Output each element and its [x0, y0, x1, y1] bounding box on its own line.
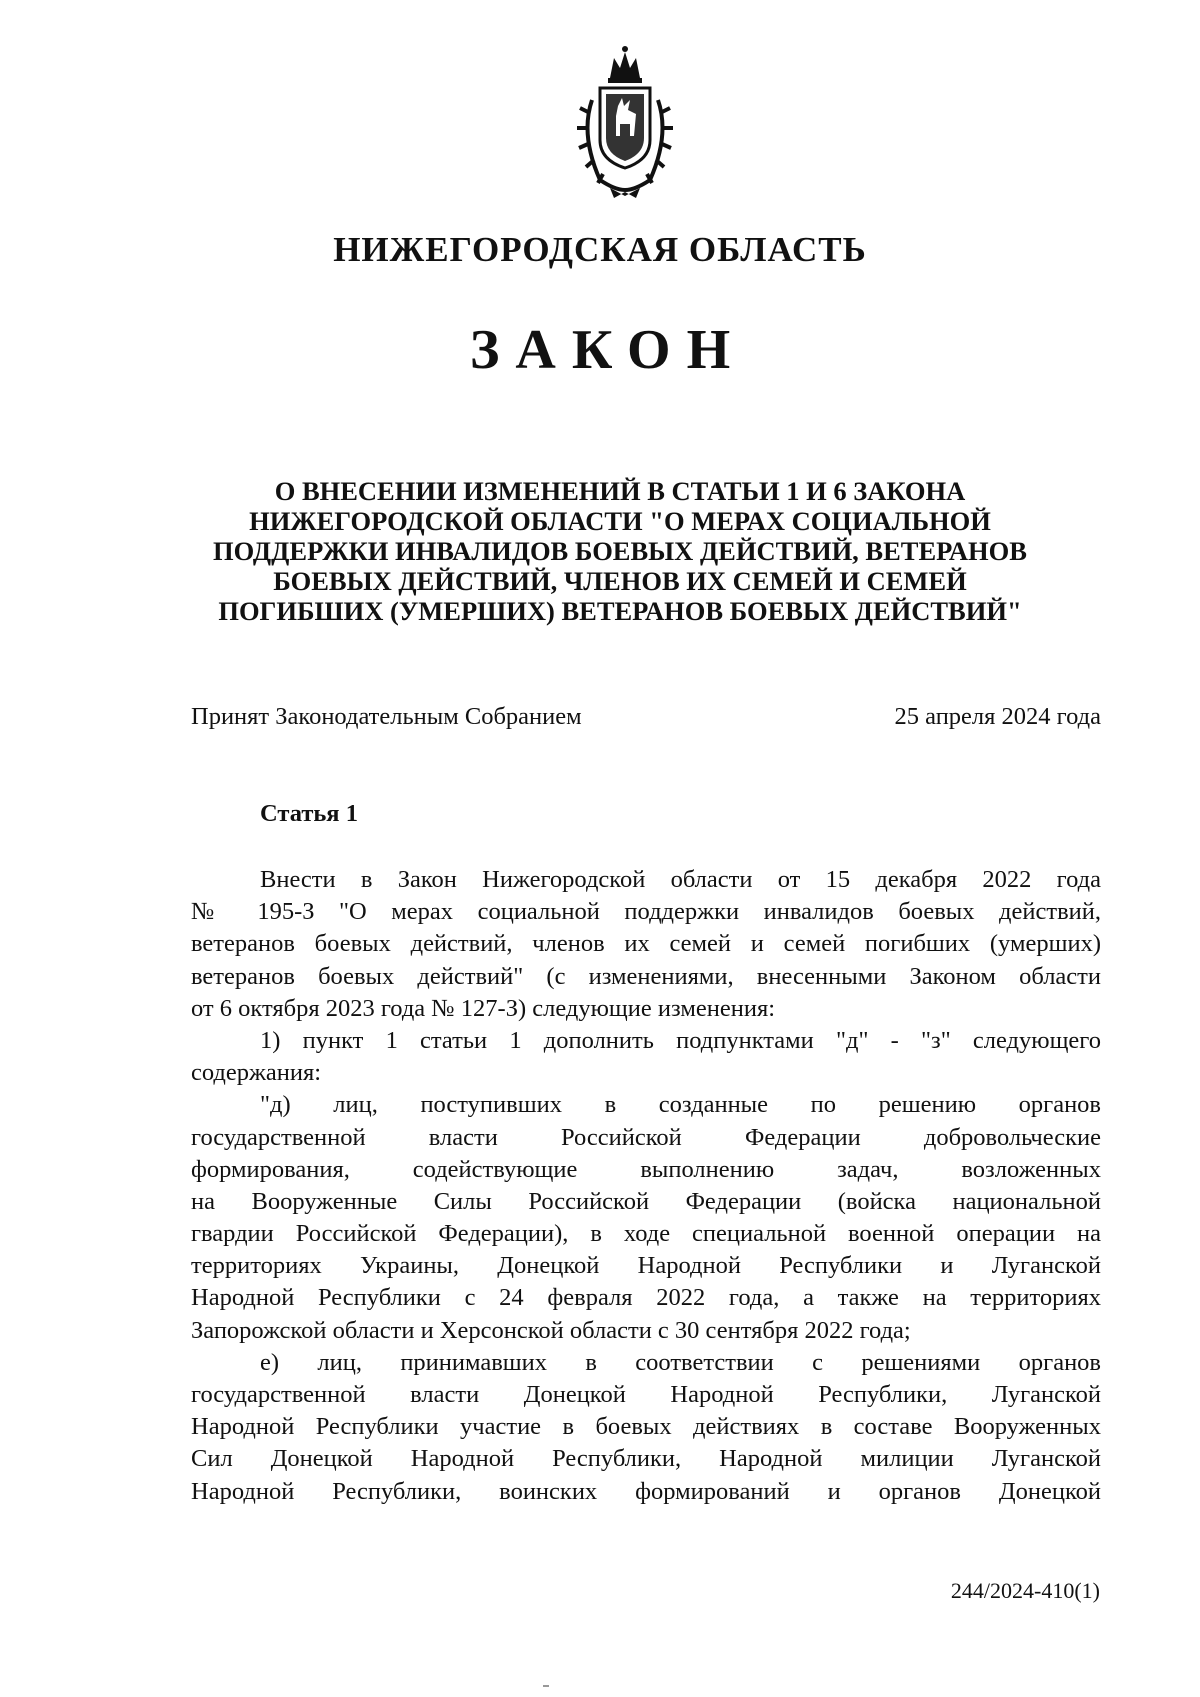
scan-artifact	[543, 1685, 549, 1687]
body-line: Сил Донецкой Народной Республики, Народной милиции Луганской	[191, 1445, 1101, 1473]
body-line: ветеранов боевых действий" (с изменениями, внесенными Законом области	[191, 962, 1101, 990]
law-title-line: БОЕВЫХ ДЕЙСТВИЙ, ЧЛЕНОВ ИХ СЕМЕЙ И СЕМЕЙ	[273, 566, 967, 596]
law-title-line: ПОГИБШИХ (УМЕРШИХ) ВЕТЕРАНОВ БОЕВЫХ ДЕЙСТВИЙ"	[218, 596, 1022, 626]
article-heading: Статья 1	[260, 800, 358, 827]
document-type: ЗАКОН	[469, 319, 747, 381]
adopted-by-text: Принят Законодательным Собранием	[191, 703, 582, 730]
body-line: № 195-З "О мерах социальной поддержки инвалидов боевых действий,	[191, 898, 1101, 926]
body-line: Запорожской области и Херсонской области с 30 сентября 2022 года;	[191, 1316, 911, 1344]
body-line: Народной Республики, воинских формирований и органов Донецкой	[191, 1477, 1101, 1505]
body-line: Внести в Закон Нижегородской области от 15 декабря 2022 года	[260, 866, 1101, 893]
body-line: "д) лиц, поступивших в созданные по решению органов	[260, 1091, 1101, 1119]
body-line: формирования, содействующие выполнению задач, возложенных	[191, 1155, 1101, 1183]
body-line: от 6 октября 2023 года № 127-З) следующие изменения:	[191, 994, 776, 1022]
document-number: 244/2024-410(1)	[950, 1578, 1100, 1603]
body-line: государственной власти Донецкой Народной Республики, Луганской	[191, 1381, 1101, 1408]
law-title-line: НИЖЕГОРОДСКОЙ ОБЛАСТИ "О МЕРАХ СОЦИАЛЬНОЙ	[249, 506, 991, 536]
coat-of-arms-emblem	[570, 40, 680, 200]
body-line: государственной власти Российской Федерации добровольческие	[191, 1123, 1101, 1151]
body-line: Народной Республики участие в боевых действиях в составе Вооруженных	[191, 1413, 1101, 1441]
body-line: территориях Украины, Донецкой Народной Республики и Луганской	[191, 1252, 1101, 1280]
body-line: е) лиц, принимавших в соответствии с решениями органов	[260, 1348, 1101, 1376]
body-line: на Вооруженные Силы Российской Федерации (войска национальной	[191, 1187, 1101, 1215]
law-title	[160, 476, 1080, 626]
adoption-line	[191, 702, 1101, 732]
region-title: НИЖЕГОРОДСКАЯ ОБЛАСТЬ	[333, 230, 867, 269]
body-line: Народной Республики с 24 февраля 2022 года, а также на территориях	[191, 1284, 1101, 1312]
body-line: гвардии Российской Федерации), в ходе специальной военной операции на	[191, 1220, 1101, 1248]
law-title-line: О ВНЕСЕНИИ ИЗМЕНЕНИЙ В СТАТЬИ 1 И 6 ЗАКОНА	[274, 476, 966, 506]
law-title-line: ПОДДЕРЖКИ ИНВАЛИДОВ БОЕВЫХ ДЕЙСТВИЙ, ВЕТЕРАНОВ	[213, 536, 1027, 566]
body-line: содержания:	[191, 1059, 322, 1087]
article-body	[191, 864, 1101, 1508]
body-line: ветеранов боевых действий, членов их семей и семей погибших (умерших)	[191, 930, 1101, 958]
adoption-date: 25 апреля 2024 года	[894, 703, 1101, 730]
body-line: 1) пункт 1 статьи 1 дополнить подпунктами "д" - "з" следующего	[260, 1026, 1101, 1054]
